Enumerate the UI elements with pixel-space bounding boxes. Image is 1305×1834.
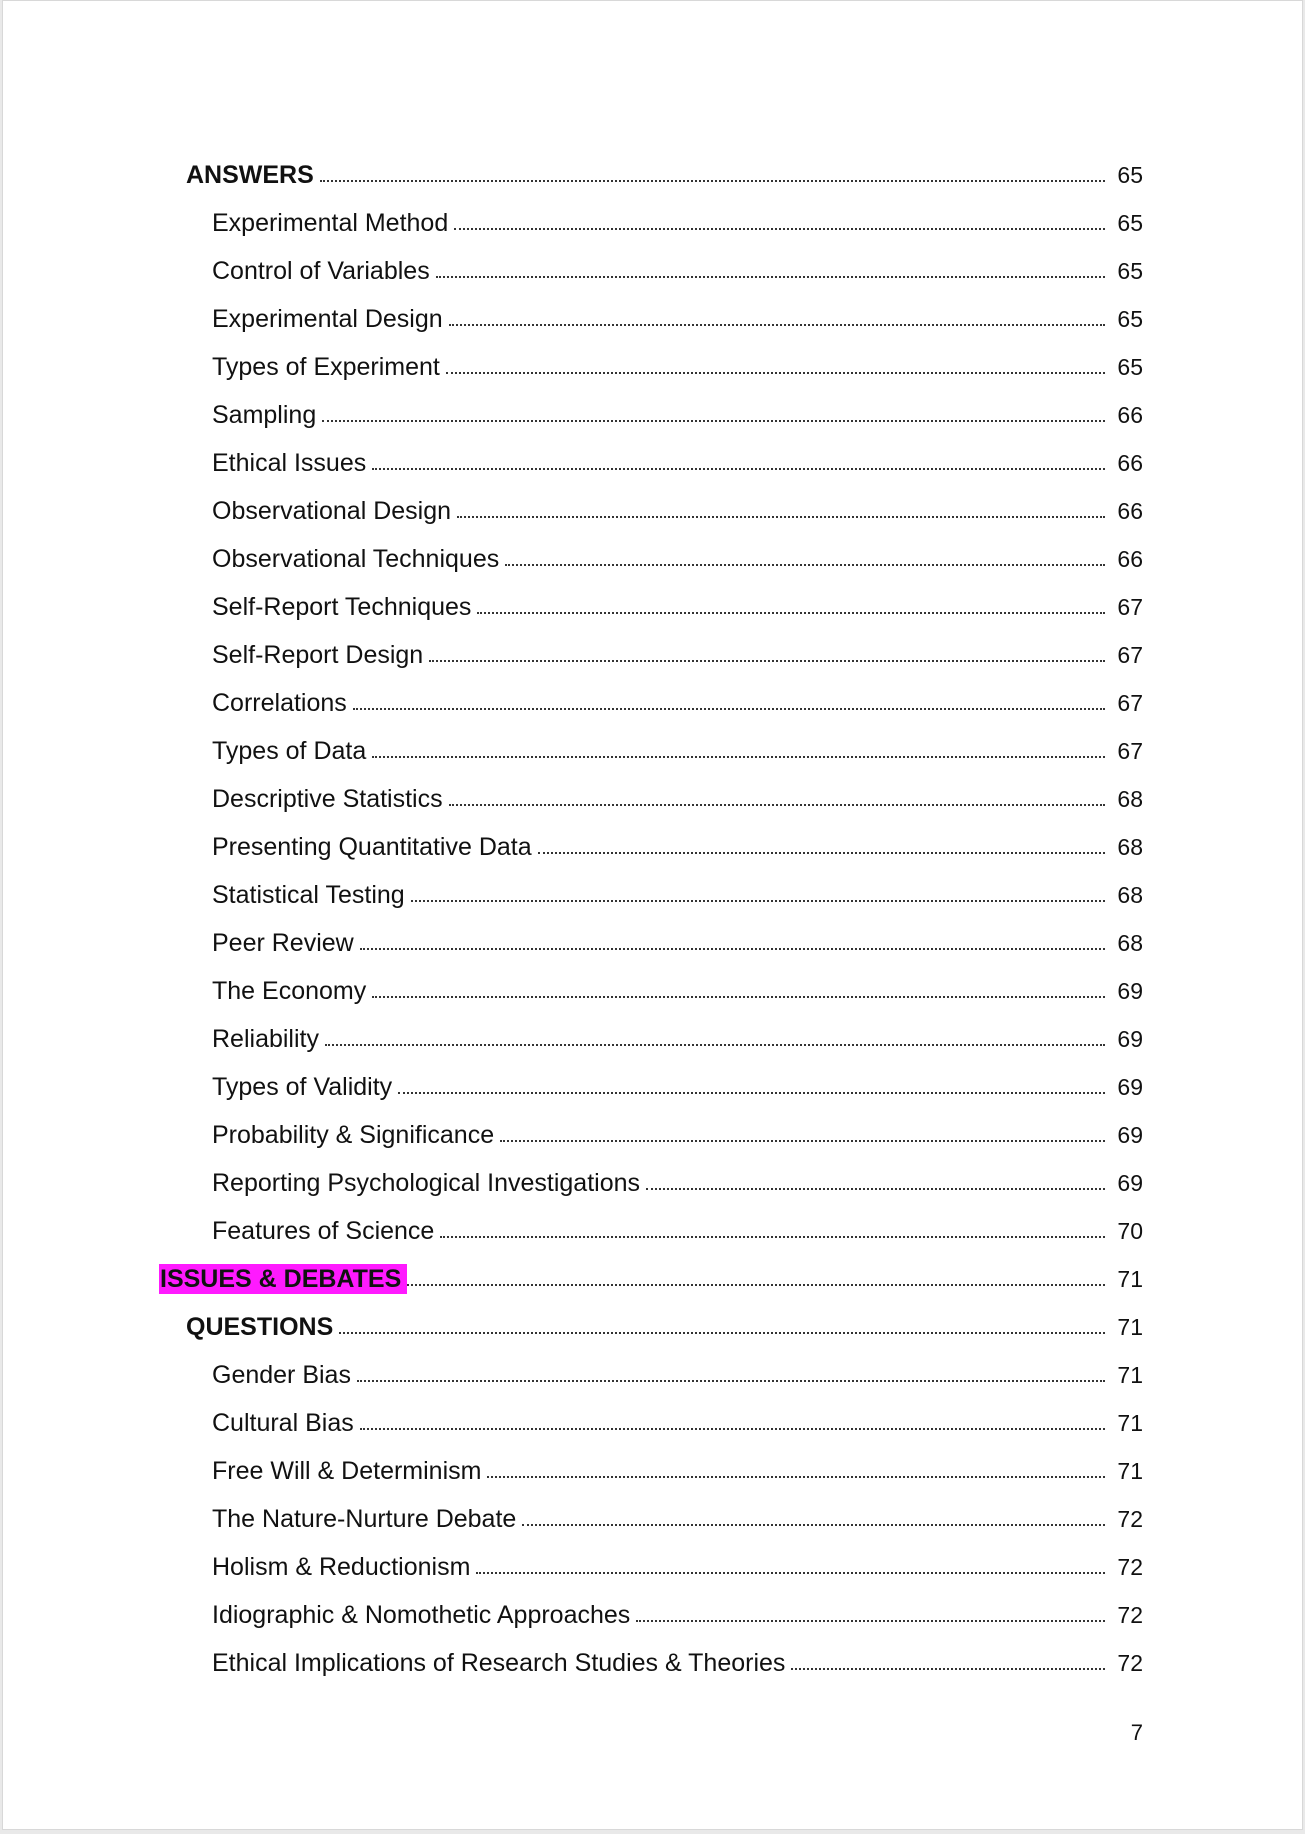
toc-entry-title: Observational Design (212, 497, 452, 525)
dot-leader (487, 1476, 1105, 1478)
toc-entry-title: Presenting Quantitative Data (212, 833, 532, 861)
toc-entry-title: Experimental Method (212, 209, 449, 237)
dot-leader (407, 1284, 1105, 1286)
dot-leader (360, 948, 1105, 950)
dot-leader (477, 612, 1105, 614)
toc-entry-page: 69 (1117, 1122, 1143, 1148)
toc-entry-title: Observational Techniques (212, 545, 500, 573)
dot-leader (353, 708, 1105, 710)
toc-entry[interactable] (2, 286, 1303, 334)
toc-entry-page: 69 (1117, 978, 1143, 1004)
toc-entry[interactable] (2, 1390, 1303, 1438)
toc-entry[interactable] (2, 670, 1303, 718)
toc-entry[interactable] (2, 1198, 1303, 1246)
toc-entry-title: Cultural Bias (212, 1409, 354, 1437)
dot-leader (449, 804, 1105, 806)
toc-entry[interactable] (2, 1054, 1303, 1102)
dot-leader (505, 564, 1105, 566)
dot-leader (522, 1524, 1105, 1526)
dot-leader (436, 276, 1105, 278)
dot-leader (449, 324, 1105, 326)
toc-entry[interactable] (2, 1630, 1303, 1678)
dot-leader (372, 468, 1105, 470)
toc-entry-title: Experimental Design (212, 305, 443, 333)
dot-leader (320, 180, 1105, 182)
toc-entry-title: ISSUES & DEBATES (159, 1264, 407, 1294)
page-number: 7 (1130, 1720, 1143, 1745)
toc-entry-title: Sampling (212, 401, 317, 429)
toc-entry[interactable] (2, 814, 1303, 862)
toc-entry-title: Probability & Significance (212, 1121, 495, 1149)
toc-entry-page: 67 (1117, 642, 1143, 668)
dot-leader (476, 1572, 1105, 1574)
dot-leader (360, 1428, 1105, 1430)
toc-entry-title: Free Will & Determinism (212, 1457, 482, 1485)
toc-entry[interactable] (2, 1438, 1303, 1486)
dot-leader (372, 996, 1105, 998)
dot-leader (446, 372, 1105, 374)
toc-entry[interactable] (2, 142, 1303, 190)
toc-entry[interactable] (2, 958, 1303, 1006)
toc-entry-page: 72 (1117, 1602, 1143, 1628)
toc-entry-page: 69 (1117, 1170, 1143, 1196)
toc-entry-page: 67 (1117, 594, 1143, 620)
toc-entry[interactable] (2, 478, 1303, 526)
toc-entry[interactable] (2, 1582, 1303, 1630)
toc-entry-title: Gender Bias (212, 1361, 351, 1389)
toc-entry-page: 65 (1117, 258, 1143, 284)
toc-entry-page: 66 (1117, 450, 1143, 476)
toc-entry-title: Ethical Issues (212, 449, 367, 477)
dot-leader (325, 1044, 1105, 1046)
dot-leader (646, 1188, 1105, 1190)
toc-entry[interactable] (2, 862, 1303, 910)
toc-entry[interactable] (2, 622, 1303, 670)
toc-entry-page: 69 (1117, 1074, 1143, 1100)
toc-entry-title: Reliability (212, 1025, 319, 1053)
toc-entry-title: Holism & Reductionism (212, 1553, 471, 1581)
toc-entry[interactable] (2, 1534, 1303, 1582)
toc-entry-title: Types of Experiment (212, 353, 440, 381)
dot-leader (454, 228, 1105, 230)
toc-entry-page: 72 (1117, 1650, 1143, 1676)
toc-entry[interactable] (2, 1102, 1303, 1150)
toc-entry-title: Features of Science (212, 1217, 435, 1245)
toc-entry[interactable] (2, 1342, 1303, 1390)
toc-entry-page: 67 (1117, 738, 1143, 764)
dot-leader (440, 1236, 1105, 1238)
toc-entry-page: 68 (1117, 834, 1143, 860)
toc-entry-title: ANSWERS (186, 161, 314, 189)
toc-entry[interactable] (2, 382, 1303, 430)
dot-leader (457, 516, 1105, 518)
toc-entry-page: 68 (1117, 882, 1143, 908)
toc-entry-page: 65 (1117, 354, 1143, 380)
toc-entry-page: 70 (1117, 1218, 1143, 1244)
toc-entry-title: Types of Validity (212, 1073, 393, 1101)
dot-leader (636, 1620, 1105, 1622)
toc-entry-page: 65 (1117, 210, 1143, 236)
toc-entry-page: 71 (1117, 1458, 1143, 1484)
toc-entry-title: Correlations (212, 689, 347, 717)
toc-entry[interactable] (2, 1294, 1303, 1342)
toc-entry[interactable] (2, 526, 1303, 574)
toc-entry-title: Ethical Implications of Research Studies & Theories (212, 1649, 786, 1677)
toc-entry-page: 71 (1117, 1410, 1143, 1436)
dot-leader (411, 900, 1105, 902)
dot-leader (538, 852, 1105, 854)
toc-entry[interactable] (2, 718, 1303, 766)
toc-entry-page: 67 (1117, 690, 1143, 716)
dot-leader (322, 420, 1105, 422)
toc-entry[interactable] (2, 430, 1303, 478)
toc-entry[interactable] (2, 1246, 1303, 1294)
toc-entry-page: 66 (1117, 546, 1143, 572)
toc-entry-page: 71 (1117, 1266, 1143, 1292)
toc-entry-page: 66 (1117, 402, 1143, 428)
toc-entry-title: Types of Data (212, 737, 367, 765)
toc-entry-title: Descriptive Statistics (212, 785, 443, 813)
toc-entry[interactable] (2, 910, 1303, 958)
toc-entry-page: 69 (1117, 1026, 1143, 1052)
toc-entry-page: 71 (1117, 1362, 1143, 1388)
toc-entry[interactable] (2, 334, 1303, 382)
toc-entry-title: Peer Review (212, 929, 354, 957)
toc-entry-page: 71 (1117, 1314, 1143, 1340)
toc-entry-page: 68 (1117, 786, 1143, 812)
toc-entry[interactable] (2, 1150, 1303, 1198)
table-of-contents (2, 142, 1303, 1678)
toc-entry[interactable] (2, 766, 1303, 814)
dot-leader (429, 660, 1105, 662)
toc-entry[interactable] (2, 190, 1303, 238)
dot-leader (372, 756, 1105, 758)
toc-entry[interactable] (2, 574, 1303, 622)
toc-entry[interactable] (2, 1006, 1303, 1054)
toc-entry[interactable] (2, 238, 1303, 286)
toc-entry-title: The Nature-Nurture Debate (212, 1505, 517, 1533)
toc-entry-title: QUESTIONS (186, 1313, 334, 1341)
dot-leader (398, 1092, 1105, 1094)
dot-leader (339, 1332, 1105, 1334)
toc-entry-page: 72 (1117, 1554, 1143, 1580)
dot-leader (791, 1668, 1105, 1670)
toc-entry[interactable] (2, 1486, 1303, 1534)
toc-entry-page: 72 (1117, 1506, 1143, 1532)
toc-entry-title: Control of Variables (212, 257, 430, 285)
toc-entry-page: 65 (1117, 306, 1143, 332)
toc-entry-page: 65 (1117, 162, 1143, 188)
toc-entry-page: 68 (1117, 930, 1143, 956)
toc-entry-title: Self-Report Techniques (212, 593, 472, 621)
toc-entry-title: Reporting Psychological Investigations (212, 1169, 641, 1197)
toc-entry-title: The Economy (212, 977, 367, 1005)
dot-leader (357, 1380, 1105, 1382)
toc-entry-title: Self-Report Design (212, 641, 424, 669)
dot-leader (500, 1140, 1105, 1142)
toc-entry-page: 66 (1117, 498, 1143, 524)
document-page (2, 0, 1303, 1830)
toc-entry-title: Idiographic & Nomothetic Approaches (212, 1601, 631, 1629)
toc-entry-title: Statistical Testing (212, 881, 405, 909)
